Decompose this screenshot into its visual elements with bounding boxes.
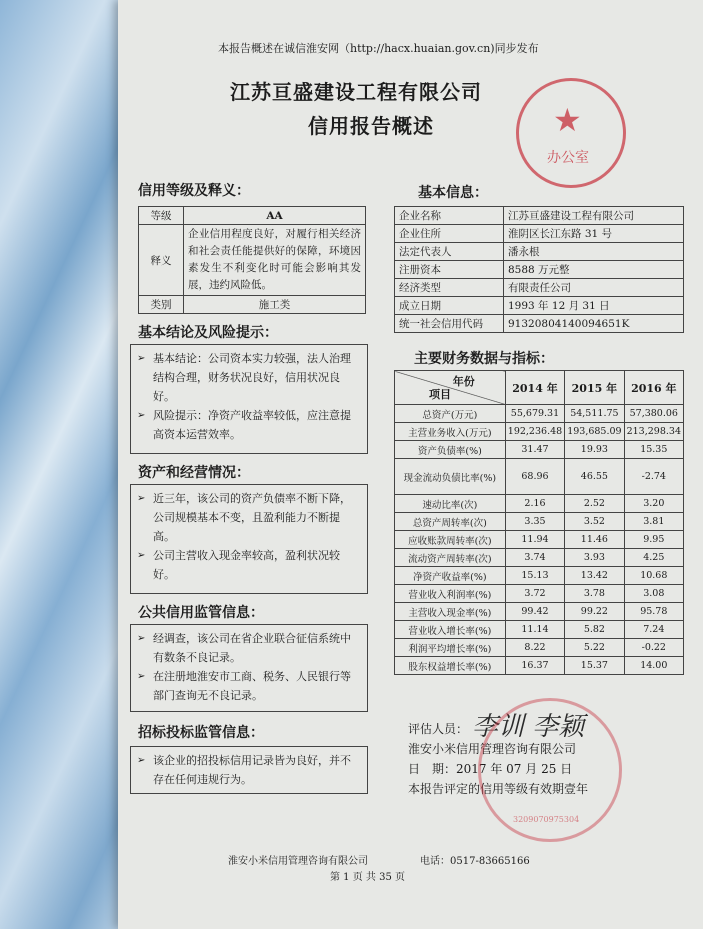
financial-row [395, 585, 684, 603]
arrow-icon: ➢ [137, 493, 146, 504]
arrow-icon: ➢ [137, 633, 146, 644]
star-icon: ★ [553, 101, 582, 139]
financial-value: 31.47 [505, 441, 564, 459]
financial-item-label: 股东权益增长率(%) [395, 657, 506, 675]
financial-item-label: 总资产周转率(次) [395, 513, 506, 531]
financial-item-label: 净资产收益率(%) [395, 567, 506, 585]
company-stamp-number: 3209070975304 [513, 815, 580, 824]
financial-value: 11.46 [565, 531, 624, 549]
financial-value: 11.14 [505, 621, 564, 639]
financial-value: -2.74 [624, 459, 683, 495]
basic-info-label: 企业名称 [395, 207, 504, 225]
basic-info-section-title: 基本信息： [418, 185, 488, 201]
financial-value: 15.35 [624, 441, 683, 459]
financial-value: 8.22 [505, 639, 564, 657]
basic-info-value: 江苏亘盛建设工程有限公司 [504, 207, 684, 225]
financial-value: 213,298.34 [624, 423, 683, 441]
financial-item-label: 资产负债率(%) [395, 441, 506, 459]
evaluator-label: 评估人员： [408, 722, 469, 736]
header-year-label: 年份 [452, 375, 475, 388]
basic-info-row [395, 297, 684, 315]
conclusion-item: ➢ 风险提示：净资产收益率较低，应注意提高资本运营效率。 [153, 406, 361, 444]
public-credit-item: ➢ 在注册地淮安市工商、税务、人民银行等部门查询无不良记录。 [153, 667, 361, 705]
basic-info-row [395, 315, 684, 333]
financial-value: 3.81 [624, 513, 683, 531]
financial-value: 3.74 [505, 549, 564, 567]
financial-value: 9.95 [624, 531, 683, 549]
level-label: 等级 [139, 207, 184, 225]
financial-value: 55,679.31 [505, 405, 564, 423]
financial-value: 16.37 [505, 657, 564, 675]
footer-phone: 电话：0517-83665166 [420, 856, 530, 867]
basic-info-value: 91320804140094651K [504, 315, 684, 333]
financial-value: 13.42 [565, 567, 624, 585]
basic-info-row [395, 261, 684, 279]
office-stamp [516, 78, 626, 188]
financial-section-title: 主要财务数据与指标： [414, 351, 554, 367]
category-label: 类别 [139, 296, 184, 314]
financial-value: 4.25 [624, 549, 683, 567]
financial-item-label: 现金流动负债比率(%) [395, 459, 506, 495]
stamp-text: 办公室 [547, 150, 589, 166]
financial-value: 2.16 [505, 495, 564, 513]
financial-row [395, 441, 684, 459]
public-credit-item: ➢ 经调查，该公司在省企业联合征信系统中有数条不良记录。 [153, 629, 361, 667]
financial-item-label: 利润平均增长率(%) [395, 639, 506, 657]
financial-row [395, 603, 684, 621]
operations-box [130, 484, 368, 594]
basic-info-value: 潘永根 [504, 243, 684, 261]
conclusion-box [130, 344, 368, 454]
financial-value: 46.55 [565, 459, 624, 495]
financial-item-label: 流动资产周转率(次) [395, 549, 506, 567]
financial-item-label: 速动比率(次) [395, 495, 506, 513]
financial-item-label: 主营业务收入(万元) [395, 423, 506, 441]
financial-row [395, 621, 684, 639]
footer-page-number: 第 1 页 共 35 页 [330, 872, 405, 883]
conclusion-item: ➢ 基本结论：公司资本实力较强，法人治理结构合理，财务状况良好，信用状况良好。 [153, 349, 361, 406]
financial-row [395, 549, 684, 567]
financial-item-label: 总资产(万元) [395, 405, 506, 423]
financial-value: 95.78 [624, 603, 683, 621]
level-value: AA [184, 207, 366, 225]
operations-section-title: 资产和经营情况： [138, 465, 250, 481]
financial-value: 7.24 [624, 621, 683, 639]
evaluator-signature: 李训 李颖 [472, 712, 585, 742]
financial-value: 99.22 [565, 603, 624, 621]
financial-row [395, 423, 684, 441]
financial-value: 3.08 [624, 585, 683, 603]
financial-value: 68.96 [505, 459, 564, 495]
basic-info-label: 成立日期 [395, 297, 504, 315]
basic-info-value: 1993 年 12 月 31 日 [504, 297, 684, 315]
public-credit-section-title: 公共信用监管信息： [138, 605, 264, 621]
financial-row [395, 639, 684, 657]
basic-info-value: 有限责任公司 [504, 279, 684, 297]
basic-info-label: 经济类型 [395, 279, 504, 297]
financial-value: 3.93 [565, 549, 624, 567]
financial-table [394, 370, 684, 675]
financial-row [395, 567, 684, 585]
basic-info-label: 法定代表人 [395, 243, 504, 261]
financial-row [395, 513, 684, 531]
financial-value: 15.37 [565, 657, 624, 675]
financial-value: 5.82 [565, 621, 624, 639]
financial-value: 3.20 [624, 495, 683, 513]
financial-item-label: 主营收入现金率(%) [395, 603, 506, 621]
financial-row [395, 657, 684, 675]
financial-row [395, 459, 684, 495]
financial-value: 14.00 [624, 657, 683, 675]
basic-info-row [395, 243, 684, 261]
meaning-value: 企业信用程度良好，对履行相关经济和社会责任能提供好的保障，环境因素发生不利变化时可能会影响其发展，违约风险低。 [184, 225, 366, 296]
financial-value: 54,511.75 [565, 405, 624, 423]
basic-info-label: 统一社会信用代码 [395, 315, 504, 333]
signature-validity: 本报告评定的信用等级有效期壹年 [408, 782, 589, 796]
financial-value: 192,236.48 [505, 423, 564, 441]
financial-value: 99.42 [505, 603, 564, 621]
arrow-icon: ➢ [137, 671, 146, 682]
financial-value: 10.68 [624, 567, 683, 585]
financial-value: 5.22 [565, 639, 624, 657]
rating-table [138, 206, 366, 314]
financial-item-label: 营业收入利润率(%) [395, 585, 506, 603]
meaning-label: 释义 [139, 225, 184, 296]
footer-company: 淮安小米信用管理咨询有限公司 [228, 856, 368, 867]
financial-item-label: 营业收入增长率(%) [395, 621, 506, 639]
basic-info-value: 淮阴区长江东路 31 号 [504, 225, 684, 243]
financial-value: 2.52 [565, 495, 624, 513]
signature-date: 日 期：2017 年 07 月 25 日 [408, 762, 573, 776]
financial-row [395, 531, 684, 549]
financial-value: 15.13 [505, 567, 564, 585]
category-value: 施工类 [184, 296, 366, 314]
basic-info-row [395, 207, 684, 225]
header-corner-cell [395, 371, 506, 405]
financial-item-label: 应收账款周转率(次) [395, 531, 506, 549]
arrow-icon: ➢ [137, 410, 146, 421]
bidding-item: ➢ 该企业的招投标信用记录皆为良好，并不存在任何违规行为。 [153, 751, 361, 789]
report-page [118, 0, 703, 929]
financial-row [395, 405, 684, 423]
arrow-icon: ➢ [137, 755, 146, 766]
financial-value: 57,380.06 [624, 405, 683, 423]
publish-notice: 本报告概述在诚信淮安网（http://hacx.huaian.gov.cn)同步发布 [218, 42, 539, 55]
operations-item: ➢ 公司主营收入现金率较高，盈利状况较好。 [153, 546, 361, 584]
conclusion-section-title: 基本结论及风险提示： [138, 325, 278, 341]
company-title: 江苏亘盛建设工程有限公司 [230, 80, 482, 104]
basic-info-label: 企业住所 [395, 225, 504, 243]
public-credit-box [130, 624, 368, 712]
financial-row [395, 495, 684, 513]
year-header: 2014 年 [505, 371, 564, 405]
financial-value: 3.78 [565, 585, 624, 603]
basic-info-table [394, 206, 684, 333]
financial-value: 3.72 [505, 585, 564, 603]
financial-value: 11.94 [505, 531, 564, 549]
year-header: 2015 年 [565, 371, 624, 405]
operations-item: ➢ 近三年，该公司的资产负债率不断下降，公司规模基本不变，且盈利能力不断提高。 [153, 489, 361, 546]
bidding-section-title: 招标投标监管信息： [138, 725, 264, 741]
year-header: 2016 年 [624, 371, 683, 405]
basic-info-value: 8588 万元整 [504, 261, 684, 279]
basic-info-row [395, 279, 684, 297]
bidding-box [130, 746, 368, 794]
financial-value: 193,685.09 [565, 423, 624, 441]
financial-value: -0.22 [624, 639, 683, 657]
arrow-icon: ➢ [137, 353, 146, 364]
arrow-icon: ➢ [137, 550, 146, 561]
basic-info-label: 注册资本 [395, 261, 504, 279]
financial-value: 3.35 [505, 513, 564, 531]
report-title: 信用报告概述 [308, 114, 434, 138]
signature-company: 淮安小米信用管理咨询有限公司 [408, 742, 577, 756]
financial-value: 19.93 [565, 441, 624, 459]
basic-info-row [395, 225, 684, 243]
header-item-label: 项目 [429, 388, 451, 401]
company-stamp [478, 698, 622, 842]
financial-value: 3.52 [565, 513, 624, 531]
rating-section-title: 信用等级及释义： [138, 183, 250, 199]
